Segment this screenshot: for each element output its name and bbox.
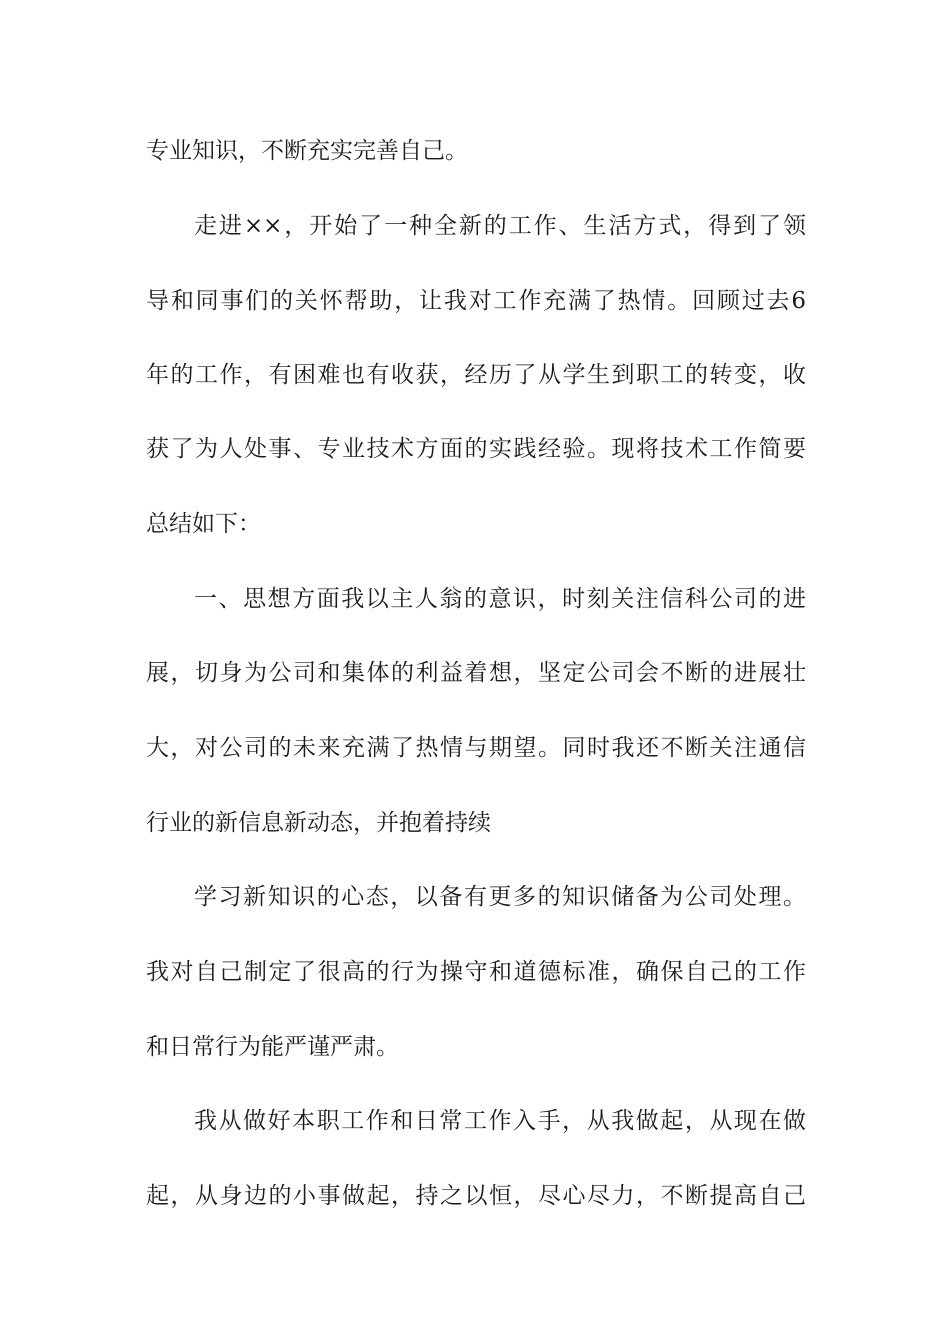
text-line-2: 走进××，开始了一种全新的工作、生活方式，得到了领 <box>194 213 806 239</box>
text-line-14: 我从做好本职工作和日常工作入手，从我做起，从现在做 <box>194 1108 806 1134</box>
text-line-3: 导和同事们的关怀帮助，让我对工作充满了热情。回顾过去6 <box>146 288 806 314</box>
text-line-6: 总结如下： <box>146 511 261 537</box>
text-line-11: 学习新知识的心态，以备有更多的知识储备为公司处理。 <box>194 884 806 910</box>
text-line-12: 我对自己制定了很高的行为操守和道德标准，确保自己的工作 <box>146 959 806 985</box>
text-line-9: 大，对公司的未来充满了热情与期望。同时我还不断关注通信 <box>146 735 806 761</box>
text-line-1: 专业知识，不断充实完善自己。 <box>146 138 468 164</box>
text-line-4: 年的工作，有困难也有收获，经历了从学生到职工的转变，收 <box>146 362 806 388</box>
text-line-13: 和日常行为能严谨严肃。 <box>146 1034 399 1060</box>
text-line-10: 行业的新信息新动态，并抱着持续 <box>146 810 491 836</box>
text-line-7: 一、思想方面我以主人翁的意识，时刻关注信科公司的进 <box>194 586 806 612</box>
text-line-15: 起，从身边的小事做起，持之以恒，尽心尽力，不断提高自己 <box>146 1183 806 1209</box>
text-line-8: 展，切身为公司和集体的利益着想，坚定公司会不断的进展壮 <box>146 660 806 686</box>
text-line-5: 获了为人处事、专业技术方面的实践经验。现将技术工作简要 <box>146 436 806 462</box>
